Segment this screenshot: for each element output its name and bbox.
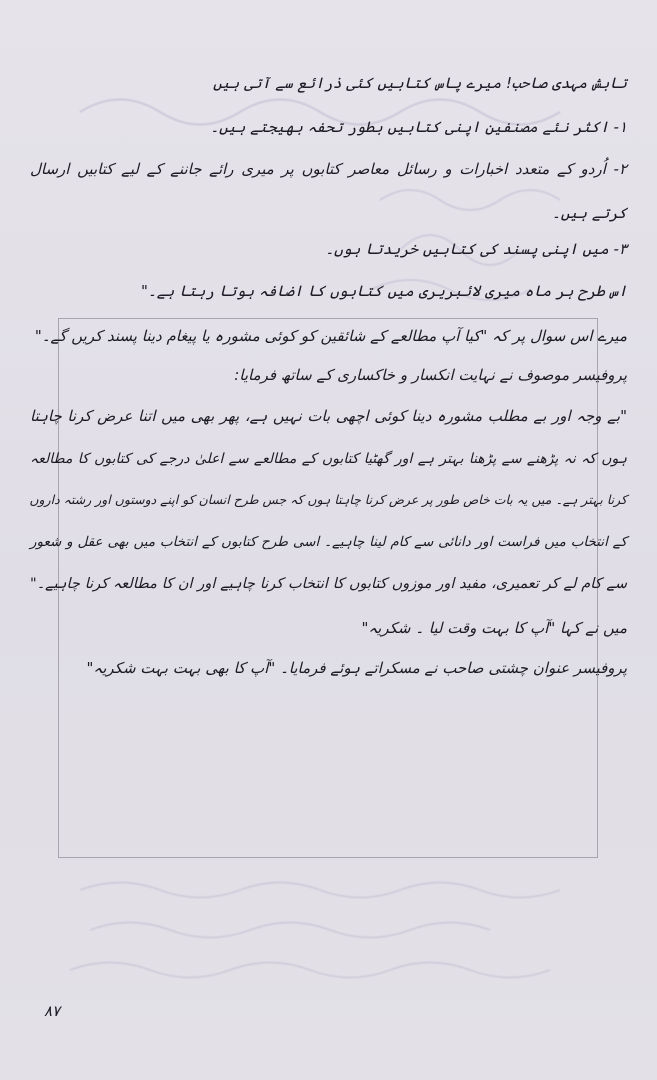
- text-line-15: پروفیسر عنوان چشتی صاحب نے مسکراتے ہوئے فرمایا۔ "آپ کا بھی بہت بہت شکریہ": [86, 659, 627, 677]
- text-line-5: ٣- میں اپنی پسند کی کتابیں خریدتا ہوں۔: [325, 240, 627, 258]
- text-line-4: کرتے ہیں۔: [551, 204, 627, 222]
- show-through-bottom: [60, 870, 600, 990]
- text-line-9: "بے وجہ اور بے مطلب مشورہ دینا کوئی اچھی بات نہیں ہے، پھر بھی میں اتنا عرض کرنا چاہتا: [30, 407, 627, 425]
- text-line-12: کے انتخاب میں فراست اور دانائی سے کام لینا چاہیے۔ اسی طرح کتابوں کے انتخاب میں بھی عقل و شعور: [30, 534, 627, 550]
- text-line-10: ہوں کہ نہ پڑھنے سے پڑھنا بہتر ہے اور گھٹیا کتابوں کے مطالعے سے اعلیٰ درجے کی کتابوں کا مطالعہ: [30, 451, 627, 467]
- text-line-8: پروفیسر موصوف نے نہایت انکسار و خاکساری کے ساتھ فرمایا:: [234, 366, 627, 384]
- text-line-14: میں نے کہا "آپ کا بہت وقت لیا ۔ شکریہ": [361, 619, 627, 637]
- text-line-7: میرے اس سوال پر کہ "کیا آپ مطالعے کے شائقین کو کوئی مشورہ یا پیغام دینا پسند کریں گے۔": [34, 327, 627, 345]
- text-line-11: کرنا بہتر ہے۔ میں یہ بات خاص طور پر عرض کرنا چاہتا ہوں کہ جس طرح انسان کو اپنے دوستوں اور رشتہ داروں: [29, 492, 627, 507]
- text-line-6: اس طرح ہر ماہ میری لائبریری میں کتابوں کا اضافہ ہوتا رہتا ہے۔": [141, 282, 627, 300]
- text-line-13: سے کام لے کر تعمیری، مفید اور موزوں کتابوں کا انتخاب کرنا چاہیے اور ان کا مطالعہ کرنا چاہیے۔": [30, 576, 627, 592]
- page-number: ۸۷: [44, 1002, 61, 1020]
- text-line-1: تابش مہدی صاحب! میرے پاس کتابیں کئی ذرائع سے آتی ہیں: [212, 74, 627, 92]
- text-line-3: ٢- اُردو کے متعدد اخبارات و رسائل معاصر کتابوں پر میری رائے جاننے کے لیے کتابیں ارسال: [30, 160, 627, 178]
- text-line-2: ١- اکثر نئے مصنفین اپنی کتابیں بطور تحفہ بھیجتے ہیں۔: [210, 118, 627, 136]
